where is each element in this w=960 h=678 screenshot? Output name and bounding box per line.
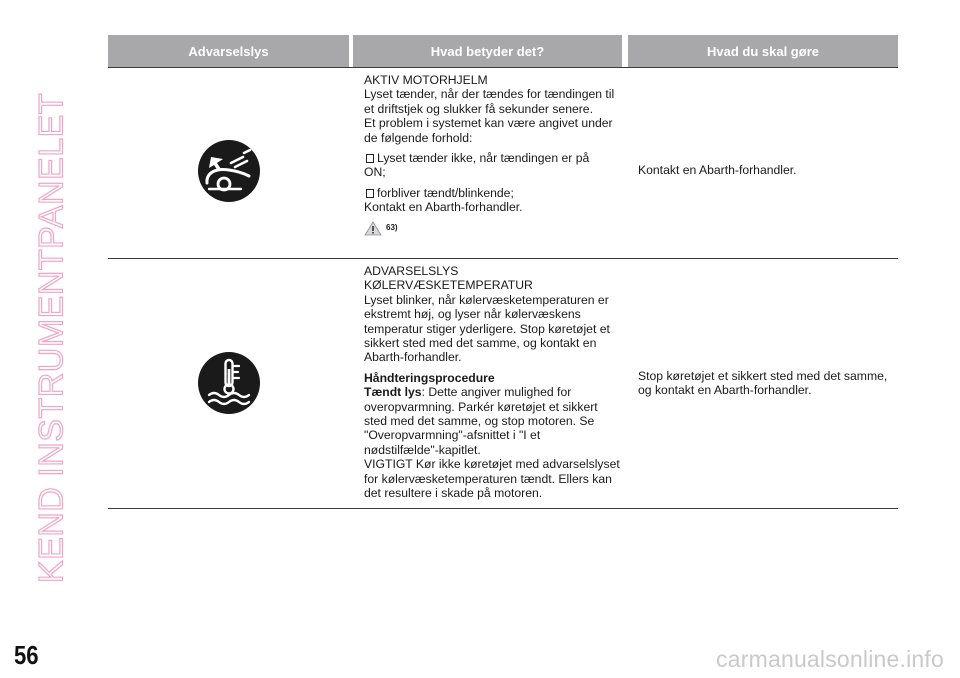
- lit-light-label: Tændt lys: [364, 385, 422, 400]
- row1-bullet-item: [364, 186, 626, 200]
- row2-meaning-line: temperatur stiger yderligere. Stop køretøjet et: [364, 321, 610, 336]
- lit-light-text: : Dette angiver mulighed for: [421, 385, 572, 400]
- header-warning-light: Advarselslys: [108, 35, 349, 67]
- section-title-text: KEND INSTRUMENTPANELET: [32, 92, 71, 584]
- row1-bullet2-text: forbliver tændt/blinkende;: [377, 185, 514, 200]
- reference-number: 63): [386, 222, 398, 232]
- row1-bullet-item: [364, 151, 626, 165]
- table-header: [108, 35, 898, 67]
- row1-meaning-line: Et problem i systemet kan være angivet under: [364, 116, 613, 131]
- header-action: Hvad du skal gøre: [628, 35, 898, 67]
- row2-procedure-line: "Overopvarmning"-afsnittet i "I et: [364, 428, 541, 443]
- row2-meaning: [364, 264, 626, 501]
- bullet-square-icon: [366, 154, 374, 163]
- row1-warning-reference: [364, 221, 626, 236]
- row2-meaning-line: KØLERVÆSKETEMPERATUR: [364, 278, 533, 293]
- row2-procedure-line: overopvarmning. Parkér køretøjet et sikkert: [364, 399, 598, 414]
- row1-bullet1-continued: ON;: [364, 165, 386, 180]
- watermark: carmanualsonline.info: [716, 646, 944, 672]
- row1-action: [638, 163, 900, 177]
- row2-meaning-line: sikkert sted med det samme, og kontakt en: [364, 336, 597, 351]
- row2-procedure-line: nødstilfælde"-kapitlet.: [364, 442, 481, 457]
- lit-light-line: [364, 385, 626, 399]
- row2-procedure-line: det resultere i skade på motoren.: [364, 486, 543, 501]
- row2-meaning-line: Abarth-forhandler.: [364, 350, 462, 365]
- row2-action: [638, 369, 900, 398]
- row1-meaning: [364, 73, 626, 236]
- row1-meaning-line: AKTIV MOTORHJELM: [364, 73, 488, 87]
- row1-meaning-line: et driftstjek og slukker få sekunder senere.: [364, 101, 593, 116]
- row2-meaning-line: Lyset blinker, når kølervæsketemperaturen er: [364, 292, 609, 307]
- row1-after-text: Kontakt en Abarth-forhandler.: [364, 200, 523, 215]
- caution-triangle-icon: [364, 221, 382, 236]
- header-bottom-rule: [108, 67, 898, 68]
- row1-action-text: Kontakt en Abarth-forhandler.: [638, 163, 797, 177]
- page-number: 56: [14, 640, 39, 670]
- table-bottom-rule: [108, 508, 898, 509]
- row2-action-line: og kontakt en Abarth-forhandler.: [638, 383, 812, 398]
- row1-meaning-line: Lyset tænder, når der tændes for tændingen til: [364, 87, 615, 102]
- row2-procedure-line: VIGTIGT Kør ikke køretøjet med advarselslyset: [364, 457, 620, 472]
- row2-meaning-line: ADVARSELSLYS: [364, 264, 459, 278]
- header-meaning: Hvad betyder det?: [353, 35, 622, 67]
- row2-meaning-line: ekstremt høj, og lyser når kølervæskens: [364, 307, 581, 322]
- coolant-temperature-icon: [197, 351, 261, 420]
- row1-bullet1-text: Lyset tænder ikke, når tændingen er på: [377, 151, 590, 166]
- bullet-square-icon: [366, 189, 374, 198]
- row-divider: [108, 258, 898, 259]
- row2-procedure-line: sted med det samme, og stop motoren. Se: [364, 414, 595, 429]
- row2-action-line: Stop køretøjet et sikkert sted med det samme,: [638, 369, 888, 383]
- row2-procedure-line: for kølervæsketemperaturen tændt. Ellers kan: [364, 471, 612, 486]
- row1-meaning-line: de følgende forhold:: [364, 130, 473, 145]
- procedure-heading: Håndteringsprocedure: [364, 370, 495, 385]
- engine-brake-warning-icon: [197, 139, 261, 208]
